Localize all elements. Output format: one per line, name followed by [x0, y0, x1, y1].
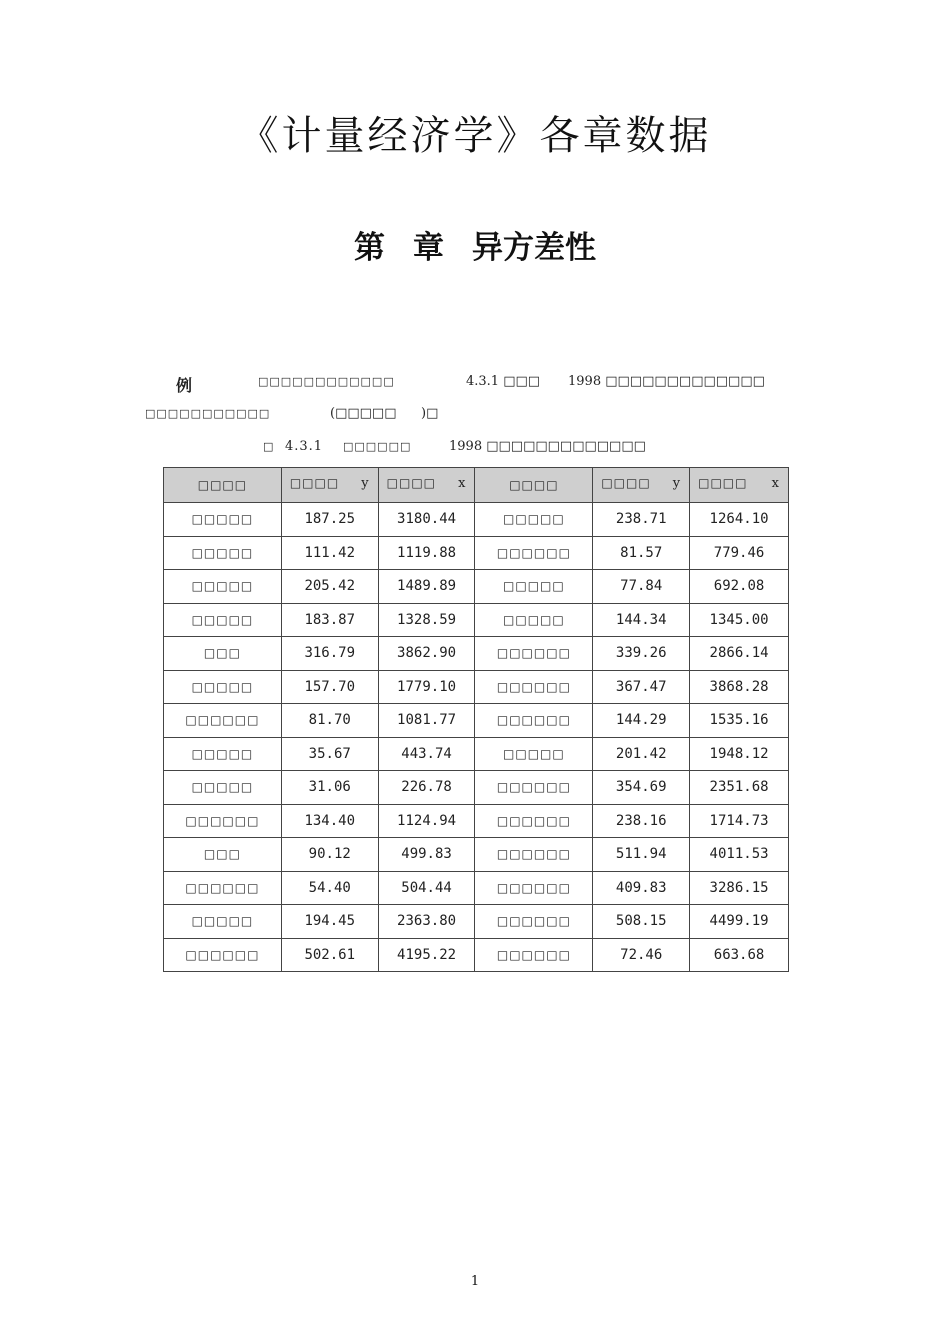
caption-text-3: 1998 □□□□□□□□□□□□□: [449, 439, 646, 454]
caption-text-2: □□□□□□: [343, 440, 412, 453]
table-row: [164, 771, 789, 805]
y-value-cell: 144.29: [593, 704, 690, 738]
header-y-2: □□□□ y: [593, 468, 690, 503]
header-x-1: □□□□ x: [378, 468, 475, 503]
region-cell: □□□□□: [164, 771, 282, 805]
y-value-cell: 409.83: [593, 871, 690, 905]
caption-number: 4.3.1: [285, 439, 324, 454]
x-value-cell: 692.08: [690, 570, 789, 604]
header-region-2: □□□□: [475, 468, 593, 503]
x-value-cell: 4195.22: [378, 938, 475, 972]
table-row: [164, 637, 789, 671]
table-row: [164, 737, 789, 771]
region-cell: □□□□□: [164, 737, 282, 771]
y-value-cell: 354.69: [593, 771, 690, 805]
table-row: [164, 536, 789, 570]
region-cell: □□□□□□: [475, 637, 593, 671]
y-value-cell: 35.67: [281, 737, 378, 771]
x-value-cell: 1264.10: [690, 503, 789, 537]
region-cell: □□□□□: [164, 905, 282, 939]
y-value-cell: 111.42: [281, 536, 378, 570]
header-y-1: □□□□ y: [281, 468, 378, 503]
x-value-cell: 4499.19: [690, 905, 789, 939]
x-value-cell: 779.46: [690, 536, 789, 570]
header-x-2: □□□□ x: [690, 468, 789, 503]
x-value-cell: 504.44: [378, 871, 475, 905]
chapter-heading: [0, 222, 950, 267]
table-row: [164, 838, 789, 872]
x-value-cell: 3180.44: [378, 503, 475, 537]
example-text-5: (□□□□□: [330, 406, 397, 421]
x-value-cell: 1714.73: [690, 804, 789, 838]
region-cell: □□□□□□: [164, 804, 282, 838]
table-row: [164, 938, 789, 972]
table-row: [164, 871, 789, 905]
chapter-suffix: 章: [413, 230, 444, 266]
y-value-cell: 157.70: [281, 670, 378, 704]
x-value-cell: 1328.59: [378, 603, 475, 637]
x-value-cell: 2363.80: [378, 905, 475, 939]
region-cell: □□□□□□: [475, 536, 593, 570]
header-region-1: □□□□: [164, 468, 282, 503]
region-cell: □□□□□□: [475, 938, 593, 972]
x-value-cell: 663.68: [690, 938, 789, 972]
region-cell: □□□□□□: [164, 704, 282, 738]
y-value-cell: 238.71: [593, 503, 690, 537]
region-cell: □□□: [164, 838, 282, 872]
table-header-row: [164, 468, 789, 503]
region-cell: □□□□□□: [475, 771, 593, 805]
region-cell: □□□□□□: [475, 838, 593, 872]
x-value-cell: 3862.90: [378, 637, 475, 671]
x-value-cell: 3286.15: [690, 871, 789, 905]
region-cell: □□□□□: [164, 603, 282, 637]
region-cell: □□□□□: [164, 536, 282, 570]
x-value-cell: 1124.94: [378, 804, 475, 838]
y-value-cell: 201.42: [593, 737, 690, 771]
document-title: 《计量经济学》各章数据: [238, 113, 712, 159]
region-cell: □□□□□□: [475, 804, 593, 838]
table-row: [164, 603, 789, 637]
table-row: [164, 905, 789, 939]
y-value-cell: 31.06: [281, 771, 378, 805]
y-value-cell: 90.12: [281, 838, 378, 872]
x-value-cell: 1948.12: [690, 737, 789, 771]
region-cell: □□□□□□: [475, 905, 593, 939]
x-value-cell: 4011.53: [690, 838, 789, 872]
table-row: [164, 570, 789, 604]
chapter-prefix: 第: [354, 230, 385, 266]
region-cell: □□□□□□: [164, 938, 282, 972]
example-label: 例: [176, 376, 193, 395]
x-value-cell: 499.83: [378, 838, 475, 872]
y-value-cell: 187.25: [281, 503, 378, 537]
y-value-cell: 316.79: [281, 637, 378, 671]
y-value-cell: 194.45: [281, 905, 378, 939]
table-caption: [0, 439, 950, 459]
example-text-2: 4.3.1 □□□: [466, 374, 541, 389]
y-value-cell: 134.40: [281, 804, 378, 838]
region-cell: □□□□□: [164, 670, 282, 704]
example-text-4: □□□□□□□□□□□: [145, 407, 271, 420]
region-cell: □□□□□: [164, 570, 282, 604]
y-value-cell: 367.47: [593, 670, 690, 704]
y-value-cell: 339.26: [593, 637, 690, 671]
page-number: 1: [470, 1274, 480, 1289]
y-value-cell: 72.46: [593, 938, 690, 972]
x-value-cell: 2351.68: [690, 771, 789, 805]
x-value-cell: 1119.88: [378, 536, 475, 570]
region-cell: □□□□□□: [164, 871, 282, 905]
x-value-cell: 1489.89: [378, 570, 475, 604]
chapter-name: 异方差性: [472, 230, 596, 266]
caption-text-1: □: [263, 440, 274, 453]
x-value-cell: 1345.00: [690, 603, 789, 637]
table-row: [164, 670, 789, 704]
y-value-cell: 511.94: [593, 838, 690, 872]
region-cell: □□□□□: [164, 503, 282, 537]
y-value-cell: 502.61: [281, 938, 378, 972]
y-value-cell: 77.84: [593, 570, 690, 604]
region-cell: □□□□□: [475, 503, 593, 537]
table-row: [164, 503, 789, 537]
x-value-cell: 443.74: [378, 737, 475, 771]
x-value-cell: 2866.14: [690, 637, 789, 671]
y-value-cell: 144.34: [593, 603, 690, 637]
x-value-cell: 1535.16: [690, 704, 789, 738]
y-value-cell: 81.70: [281, 704, 378, 738]
y-value-cell: 205.42: [281, 570, 378, 604]
region-cell: □□□□□: [475, 603, 593, 637]
x-value-cell: 1779.10: [378, 670, 475, 704]
example-text-3: 1998 □□□□□□□□□□□□□: [568, 374, 765, 389]
region-cell: □□□□□: [475, 570, 593, 604]
example-line-2: [0, 406, 950, 426]
y-value-cell: 508.15: [593, 905, 690, 939]
example-text-1: □□□□□□□□□□□□: [258, 375, 395, 388]
y-value-cell: 183.87: [281, 603, 378, 637]
x-value-cell: 3868.28: [690, 670, 789, 704]
x-value-cell: 1081.77: [378, 704, 475, 738]
example-line-1: [0, 373, 950, 393]
y-value-cell: 238.16: [593, 804, 690, 838]
table-row: [164, 804, 789, 838]
x-value-cell: 226.78: [378, 771, 475, 805]
region-cell: □□□□□□: [475, 670, 593, 704]
y-value-cell: 81.57: [593, 536, 690, 570]
region-cell: □□□□□: [475, 737, 593, 771]
data-table: [163, 467, 789, 972]
table-row: [164, 704, 789, 738]
region-cell: □□□□□□: [475, 871, 593, 905]
y-value-cell: 54.40: [281, 871, 378, 905]
example-text-6: )□: [421, 406, 439, 421]
region-cell: □□□□□□: [475, 704, 593, 738]
region-cell: □□□: [164, 637, 282, 671]
